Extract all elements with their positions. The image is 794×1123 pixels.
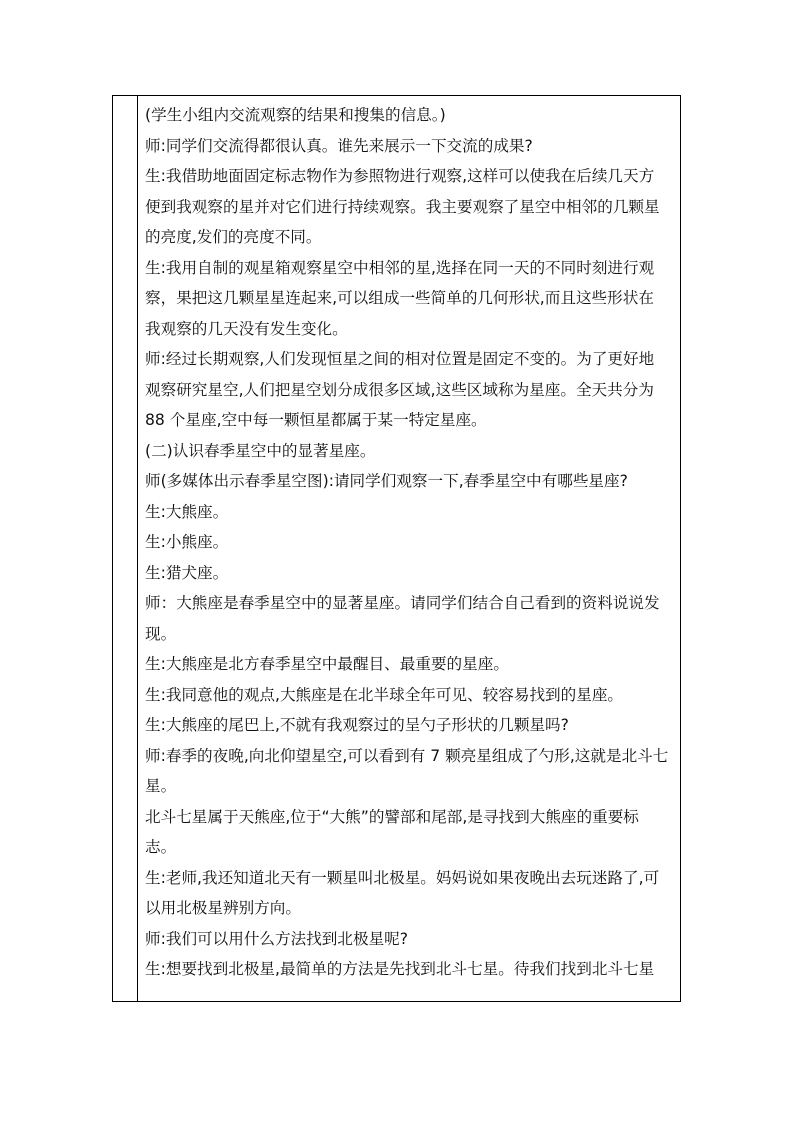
- text-line: 星。: [145, 777, 177, 795]
- text-line: 生:小熊座。: [145, 533, 229, 551]
- text-line: 师:我们可以用什么方法找到北极星呢?: [145, 929, 409, 948]
- text-line: 师:春季的夜晚,向北仰望星空,可以看到有 7 颗亮星组成了勺形,这就是北斗七: [145, 746, 669, 765]
- text-line: 生:我用自制的观星箱观察星空中相邻的星,选择在同一天的不同时刻进行观: [145, 258, 655, 277]
- lesson-table: [112, 95, 681, 1002]
- text-line: 生:我同意他的观点,大熊座是在北半球全年可见、较容易找到的星座。: [145, 685, 624, 704]
- text-line: 88 个星座,空中每一颗恒星都属于某一特定星座。: [145, 411, 487, 429]
- text-line: 现。: [145, 624, 177, 643]
- text-line: 生:我借助地面固定标志物作为参照物进行观察,这样可以使我在后续几天方: [145, 167, 655, 185]
- text-line: 的亮度,发们的亮度不同。: [145, 228, 322, 246]
- text-line: (学生小组内交流观察的结果和搜集的信息。): [145, 106, 446, 124]
- text-line: (二)认识春季星空中的显著星座。: [145, 441, 376, 460]
- text-line: 师(多媒体出示春季星空图):请同学们观察一下,春季星空中有哪些星座?: [145, 472, 628, 490]
- text-line: 师:经过长期观察,人们发现恒星之间的相对位置是固定不变的。为了更好地: [145, 350, 655, 368]
- table-left-column: [113, 96, 138, 1001]
- text-line: 生:大熊座是北方春季星空中最醒目、最重要的星座。: [145, 655, 509, 673]
- text-line: 以用北极星辨别方向。: [145, 899, 301, 917]
- text-line: 北斗七星属于天熊座,位于“大熊”的譬部和尾部,是寻找到大熊座的重要标: [145, 807, 639, 826]
- text-line: 察，果把这几颗星星连起来,可以组成一些简单的几何形状,而且这些形状在: [145, 289, 654, 307]
- text-line: 师：大熊座是春季星空中的显著星座。请同学们结合自己看到的资料说说发: [145, 594, 660, 612]
- text-line: 志。: [145, 838, 177, 856]
- text-line: 师:同学们交流得都很认真。谁先来展示一下交流的成果?: [145, 136, 533, 155]
- text-line: 生:猎犬座。: [145, 563, 229, 582]
- text-line: 生:想要找到北极星,最简单的方法是先找到北斗七星。待我们找到北斗七星: [145, 960, 655, 978]
- text-line: 观察研究星空,人们把星空划分成很多区域,这些区域称为星座。全天共分为: [145, 380, 654, 399]
- text-line: 生:大熊座的尾巴上,不就有我观察过的呈勺子形状的几颗星吗?: [145, 716, 569, 734]
- table-content-cell: [145, 100, 677, 985]
- text-line: 便到我观察的星并对它们进行持续观察。我主要观察了星空中相邻的几颗星: [145, 197, 660, 216]
- text-line: 生:老师,我还知道北天有一颗星叫北极星。妈妈说如果夜晚出去玩迷路了,可: [145, 868, 660, 887]
- text-line: 生:大熊座。: [145, 502, 229, 521]
- text-line: 我观察的几天没有发生变化。: [145, 319, 348, 338]
